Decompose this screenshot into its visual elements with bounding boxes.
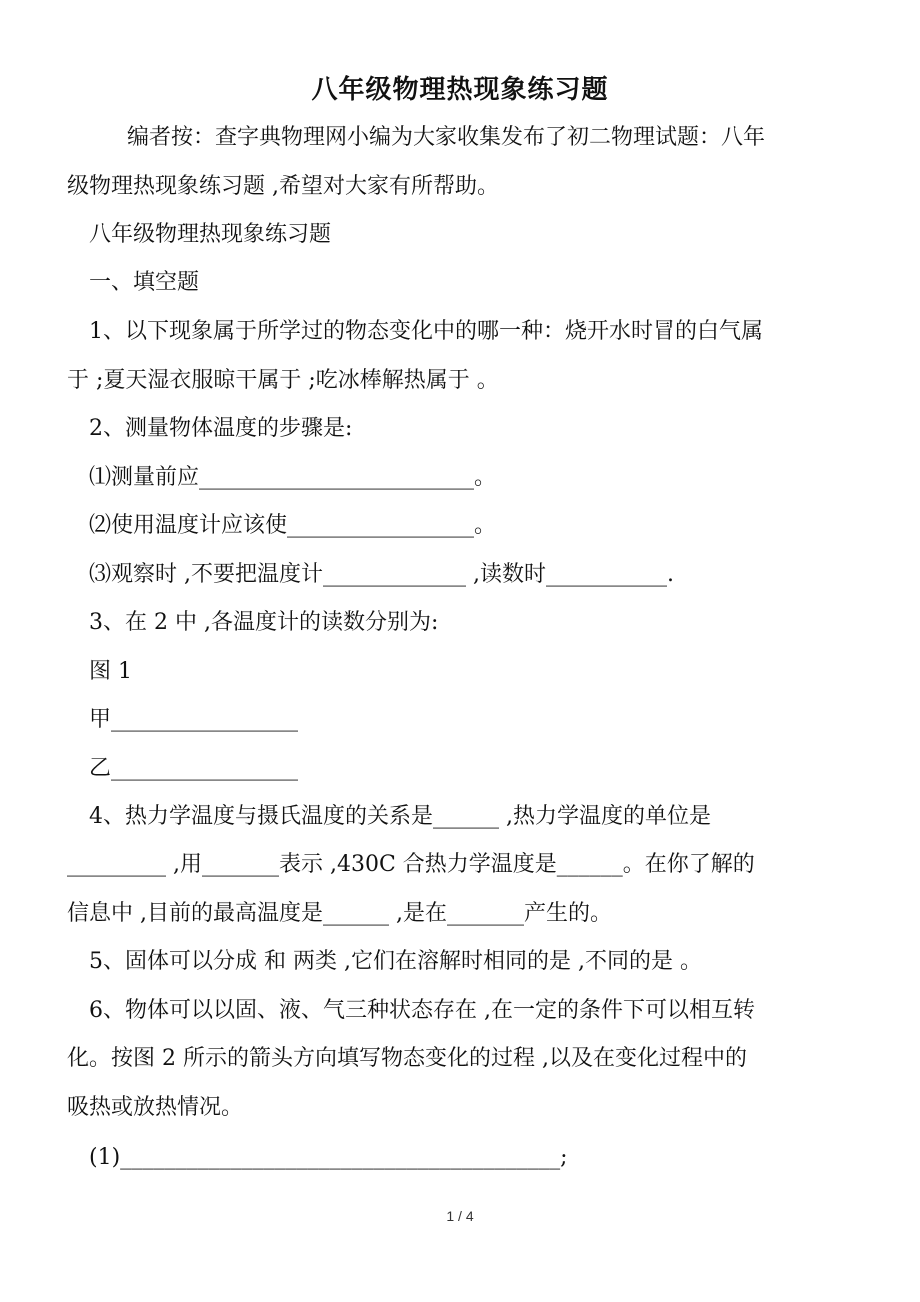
answer-yi: 乙_________________ [89, 756, 299, 781]
question-6-line-3: 吸热或放热情况。 [67, 1095, 244, 1120]
question-2-step-1: ⑴测量前应_________________________。 [89, 465, 497, 490]
editor-note-line-2: 级物理热现象练习题 ,希望对大家有所帮助。 [67, 174, 499, 199]
question-2-step-2: ⑵使用温度计应该使_________________。 [89, 513, 497, 538]
editor-note-line-1: 编者按：查字典物理网小编为大家收集发布了初二物理试题：八年 [127, 125, 766, 150]
fill-blank-heading: 一、填空题 [89, 270, 200, 295]
question-2-step-3: ⑶观察时 ,不要把温度计_____________ ,读数时___________. [89, 562, 674, 587]
question-5-line: 5、固体可以分成 和 两类 ,它们在溶解时相同的是 ,不同的是 。 [89, 949, 702, 974]
figure-label: 图 1 [89, 659, 132, 684]
question-2-line: 2、测量物体温度的步骤是: [89, 416, 353, 441]
question-6-answer-1: (1)________________________________________; [89, 1145, 568, 1170]
question-4-line-2: _________ ,用_______表示 ,430C 合热力学温度是______。在你了解的 [67, 852, 755, 877]
question-3-line: 3、在 2 中 ,各温度计的读数分别为: [89, 610, 439, 635]
question-4-line-3: 信息中 ,目前的最高温度是______ ,是在_______产生的。 [67, 901, 612, 926]
answer-jia: 甲_________________ [89, 707, 299, 732]
question-6-line-1: 6、物体可以以固、液、气三种状态存在 ,在一定的条件下可以相互转 [89, 998, 755, 1023]
question-1-line-2: 于 ;夏天湿衣服晾干属于 ;吃冰棒解热属于 。 [67, 368, 499, 393]
page-number: 1 / 4 [446, 1208, 474, 1224]
question-1-line-1: 1、以下现象属于所学过的物态变化中的哪一种：烧开水时冒的白气属 [89, 319, 763, 344]
page-title: 八年级物理热现象练习题 [311, 75, 609, 105]
question-6-line-2: 化。按图 2 所示的箭头方向填写物态变化的过程 ,以及在变化过程中的 [67, 1046, 747, 1071]
section-heading: 八年级物理热现象练习题 [89, 222, 332, 247]
question-4-line-1: 4、热力学温度与摄氏温度的关系是______ ,热力学温度的单位是 [89, 804, 711, 829]
